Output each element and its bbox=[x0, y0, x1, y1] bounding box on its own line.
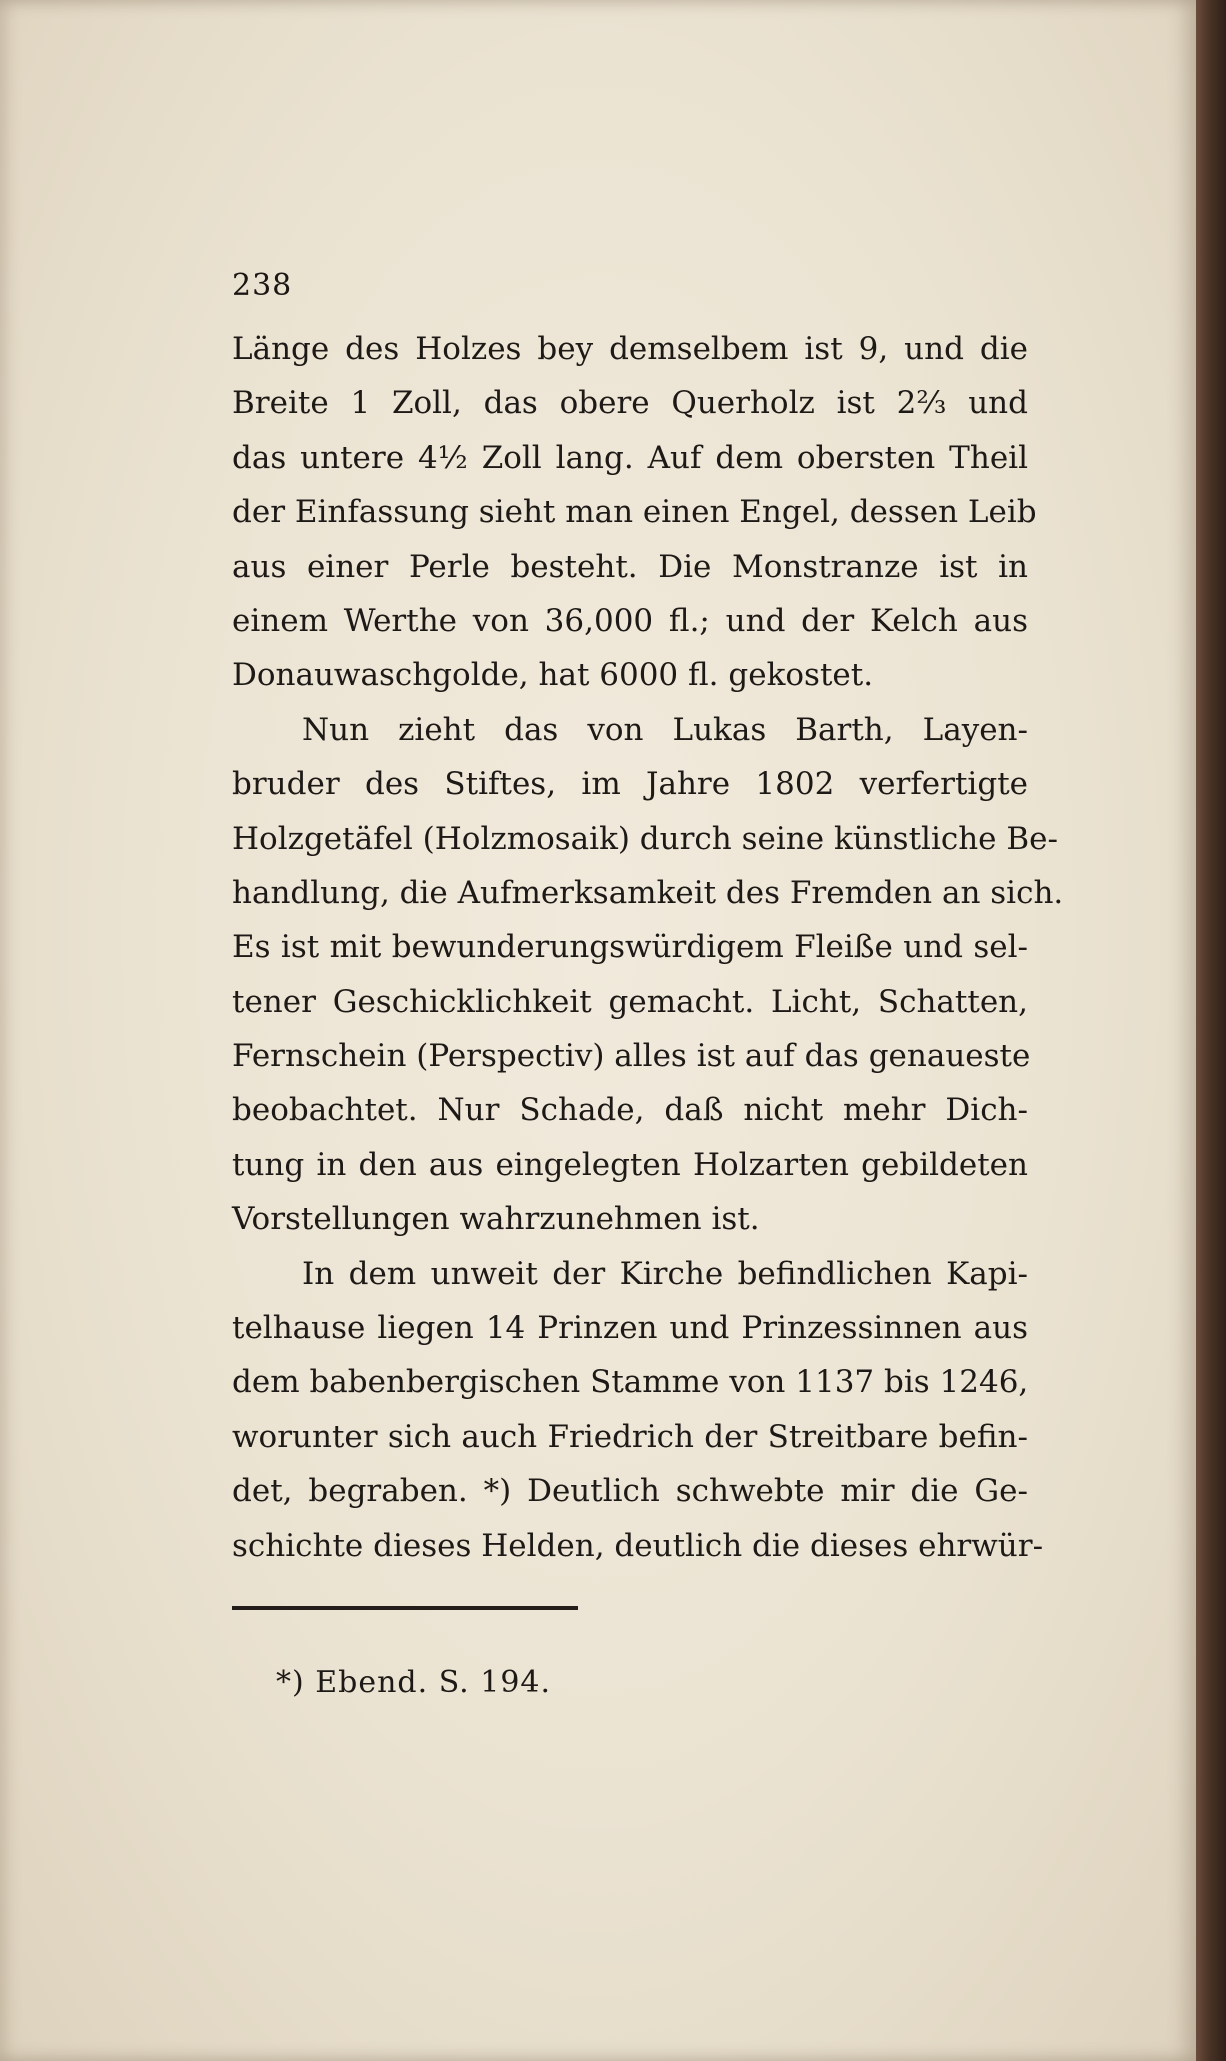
text-line: handlung, die Aufmerksamkeit des Fremden an sich. bbox=[232, 874, 1064, 911]
text-line: det, begraben. *) Deutlich schwebte mir die Ge- bbox=[232, 1473, 1028, 1510]
footnote: *) Ebend. S. 194. bbox=[276, 1665, 552, 1700]
text-line: einem Werthe von 36,000 fl.; und der Kelch aus bbox=[232, 602, 1028, 639]
text-line: Nun zieht das von Lukas Barth, Layen- bbox=[302, 711, 1028, 748]
text-line: In dem unweit der Kirche befindlichen Kapi- bbox=[302, 1255, 1028, 1292]
body-text bbox=[232, 322, 1064, 1573]
text-line: tung in den aus eingelegten Holzarten gebildeten bbox=[232, 1146, 1028, 1183]
text-line: beobachtet. Nur Schade, daß nicht mehr Dich- bbox=[232, 1092, 1028, 1129]
text-line: das untere 4½ Zoll lang. Auf dem obersten Theil bbox=[232, 439, 1028, 476]
text-line: tener Geschicklichkeit gemacht. Licht, Schatten, bbox=[232, 983, 1028, 1020]
text-line: Donauwaschgolde, hat 6000 fl. gekostet. bbox=[232, 657, 874, 694]
page-number: 238 bbox=[232, 268, 293, 303]
text-line: Es ist mit bewunderungswürdigem Fleiße und sel- bbox=[232, 929, 1028, 966]
text-line: bruder des Stiftes, im Jahre 1802 verfertigte bbox=[232, 766, 1028, 803]
text-line: Fernschein (Perspectiv) alles ist auf das genaueste bbox=[232, 1038, 1031, 1075]
text-line: telhause liegen 14 Prinzen und Prinzessinnen aus bbox=[232, 1310, 1028, 1347]
text-line: aus einer Perle besteht. Die Monstranze ist in bbox=[232, 548, 1028, 585]
text-line: dem babenbergischen Stamme von 1137 bis 1246, bbox=[232, 1364, 1029, 1401]
text-line: der Einfassung sieht man einen Engel, dessen Leib bbox=[232, 494, 1037, 531]
text-line: Breite 1 Zoll, das obere Querholz ist 2⅔ und bbox=[232, 385, 1028, 422]
text-line: Vorstellungen wahrzunehmen ist. bbox=[232, 1201, 760, 1238]
text-line: worunter sich auch Friedrich der Streitbare befin- bbox=[232, 1418, 1028, 1455]
text-line: Länge des Holzes bey demselbem ist 9, und die bbox=[232, 331, 1028, 367]
text-line: Holzgetäfel (Holzmosaik) durch seine künstliche Be- bbox=[232, 820, 1058, 857]
footnote-rule bbox=[232, 1606, 578, 1610]
text-line: schichte dieses Helden, deutlich die dieses ehrwür- bbox=[232, 1527, 1044, 1564]
